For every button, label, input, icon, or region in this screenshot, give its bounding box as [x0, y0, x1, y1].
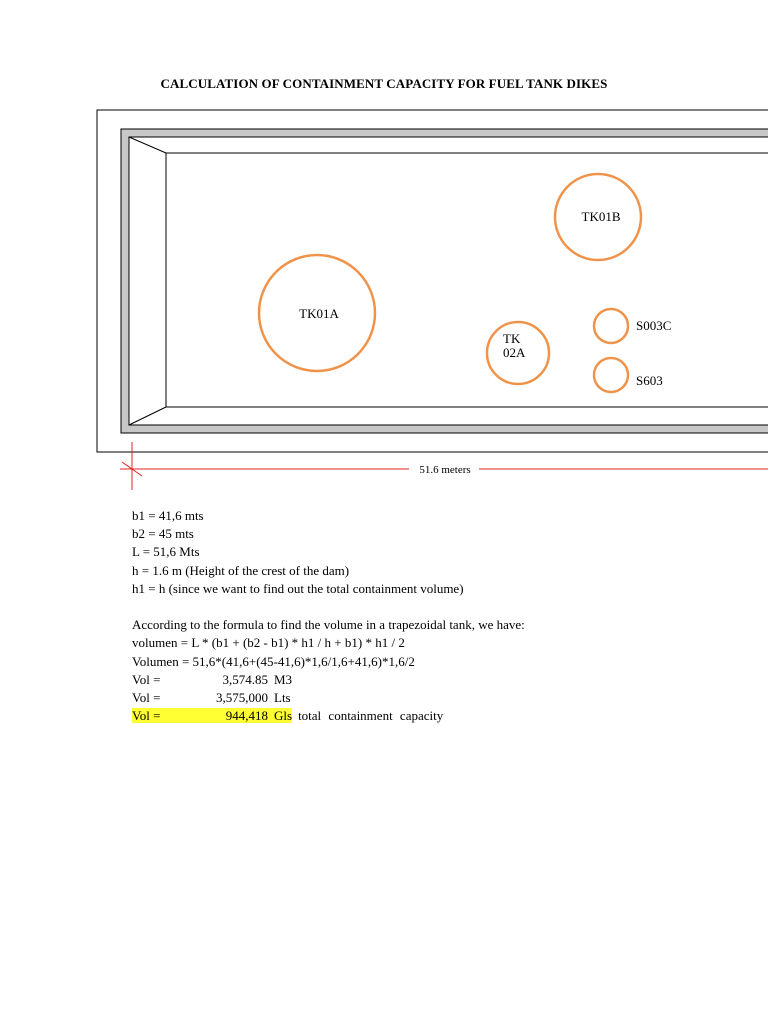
- dike-diagram: [0, 0, 768, 500]
- tank-s603: [594, 358, 628, 392]
- height-line: h = 1.6 m (Height of the crest of the dam): [132, 562, 350, 578]
- tank-s003c: [594, 309, 628, 343]
- outer-boundary: [97, 110, 768, 452]
- length-line: L = 51,6 Mts: [132, 544, 200, 560]
- result-gallons-suffix: total containment capacity: [298, 708, 444, 724]
- tank-label-s003c: S003C: [636, 318, 672, 333]
- result-liters: Vol = 3,575,000 Lts: [132, 689, 291, 705]
- tank-label-tk02a-line2: 02A: [503, 345, 526, 360]
- substitution-line: Volumen = 51,6*(41,6+(45-41,6)*1,6/1,6+41,6)*1,6/2: [132, 653, 415, 669]
- dike-floor-edge: [166, 153, 768, 407]
- tank-label-tk01b: TK01B: [581, 209, 621, 224]
- slope-line-bottom: [129, 407, 166, 425]
- dimension-label: 51.6 meters: [419, 464, 471, 476]
- dike-wall: [121, 129, 768, 433]
- page-title: CALCULATION OF CONTAINMENT CAPACITY FOR FUEL TANK DIKES: [160, 76, 608, 91]
- dike-wall-inner-edge: [129, 137, 768, 425]
- formula-line: volumen = L * (b1 + (b2 - b1) * h1 / h + b1) * h1 / 2: [132, 635, 405, 651]
- b1-line: b1 = 41,6 mts: [132, 508, 204, 523]
- result-m3: Vol = 3,574.85 M3: [132, 671, 293, 687]
- calculation-block: [132, 507, 525, 725]
- result-gallons: Vol = 944,418 Gls total containment capacity: [132, 708, 444, 724]
- tank-label-tk01a: TK01A: [299, 306, 339, 321]
- dike-wall-outer-edge: [121, 129, 768, 433]
- tank-label-tk02a-line1: TK: [503, 331, 521, 346]
- b2-line: b2 = 45 mts: [132, 526, 194, 542]
- slope-line-top: [129, 137, 166, 153]
- h1-line: h1 = h (since we want to find out the total containment volume): [132, 580, 464, 596]
- intro-line: According to the formula to find the volume in a trapezoidal tank, we have:: [132, 617, 525, 633]
- tank-label-s603: S603: [636, 373, 663, 388]
